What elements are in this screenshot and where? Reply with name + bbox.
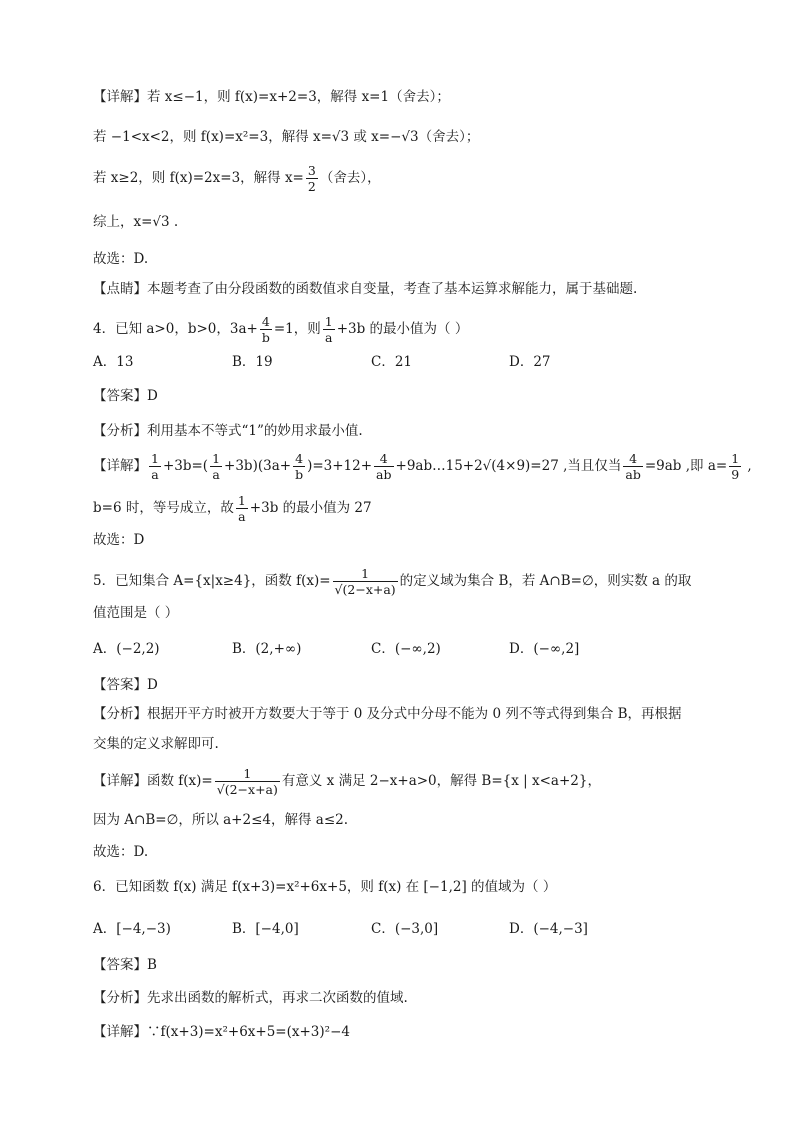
detail-q5-part-b: 有意义 x 满足 2−x+a>0，解得 B={x | x<a+2}，	[281, 773, 601, 789]
fraction-numerator: 4	[623, 451, 642, 467]
option-b: B．19	[232, 354, 273, 370]
detail-q4-cont	[93, 493, 724, 524]
detail-q5	[93, 766, 724, 797]
detail-q4-cont-a: b=6 时，等号成立，故	[93, 500, 234, 516]
detail-q4-part-c: +3b)(3a+	[224, 458, 292, 474]
fraction-numerator: 1	[237, 493, 246, 508]
detail-q4-cont-b: +3b 的最小值为 27	[249, 500, 372, 516]
option-c: C．(−3,0]	[371, 921, 439, 937]
question-5-options	[93, 639, 724, 659]
fraction-denominator: √(2−x+a)	[216, 782, 278, 797]
fraction-numerator: 3	[307, 163, 316, 178]
fraction-denominator: 9	[731, 467, 740, 482]
fraction-three-halves	[306, 163, 318, 194]
detail-q4-label: 【详解】	[93, 458, 147, 474]
question-4-options	[93, 352, 724, 372]
fraction-numerator: 1	[333, 566, 398, 582]
detail-q4	[93, 451, 752, 482]
fraction-denominator: b	[295, 467, 304, 482]
fraction-f-def	[215, 766, 280, 797]
option-c: C．(−∞,2)	[371, 641, 441, 657]
detail-case-3-tail: （舍去），	[319, 170, 381, 186]
analysis-q4: 【分析】利用基本不等式“1”的妙用求最小值.	[93, 423, 363, 439]
fraction-denominator: ab	[625, 467, 641, 482]
analysis-q6: 【分析】先求出函数的解析式，再求二次函数的值域.	[93, 990, 408, 1006]
detail-q4-part-e: +9ab…15+2√(4×9)=27 ,当且仅当	[395, 458, 622, 474]
question-4-part-b: =1，则	[273, 321, 321, 337]
question-6: 6．已知函数 f(x) 满足 f(x+3)=x²+6x+5，则 f(x) 在 [−1,2] 的值域为（ ）	[93, 879, 557, 895]
detail-case-2: 若 −1<x<2，则 f(x)=x²=3，解得 x=√3 或 x=−√3（舍去）；	[93, 129, 480, 145]
option-b: B．(2,+∞)	[232, 641, 302, 657]
fraction-denominator: b	[261, 330, 270, 345]
answer-choice-q3: 故选：D.	[93, 251, 149, 267]
fraction-numerator: 4	[374, 451, 393, 467]
fraction-numerator: 1	[731, 451, 740, 466]
detail-q4-part-g: ,	[743, 458, 752, 474]
analysis-q5-cont: 交集的定义求解即可.	[93, 736, 219, 752]
answer-choice-q5: 故选：D.	[93, 844, 149, 860]
fraction-denominator: √(2−x+a)	[334, 582, 396, 597]
fraction-numerator: 1	[324, 314, 333, 329]
fraction-one-over-a	[149, 451, 161, 482]
detail-q5-part-a: 【详解】函数 f(x)=	[93, 773, 213, 789]
question-5	[93, 566, 724, 597]
fraction-f-def	[333, 566, 398, 597]
fraction-one-ninth	[729, 451, 741, 482]
detail-case-1: 【详解】若 x≤−1，则 f(x)=x+2=3，解得 x=1（舍去）；	[93, 89, 450, 105]
fraction-denominator: a	[238, 509, 246, 524]
answer-q5: 【答案】D	[93, 677, 158, 693]
question-5-part-b: 的定义域为集合 B，若 A∩B=∅，则实数 a 的取	[399, 573, 692, 589]
answer-q4: 【答案】D	[93, 388, 158, 404]
option-c: C．21	[371, 354, 413, 370]
fraction-numerator: 1	[151, 451, 159, 466]
option-a: A．[−4,−3)	[93, 921, 171, 937]
fraction-numerator: 1	[212, 451, 221, 466]
detail-q4-part-d: )=3+12+	[307, 458, 373, 474]
fraction-denominator: ab	[376, 467, 392, 482]
detail-case-3	[93, 163, 724, 194]
fraction-one-over-a	[210, 451, 222, 482]
option-b: B．[−4,0]	[232, 921, 299, 937]
fraction-one-over-a	[323, 314, 335, 345]
fraction-denominator: 2	[307, 179, 316, 194]
fraction-four-over-ab	[623, 451, 642, 482]
detail-case-3-text: 若 x≥2，则 f(x)=2x=3，解得 x=	[93, 170, 304, 186]
question-6-options	[93, 919, 724, 939]
fraction-numerator: 4	[293, 451, 305, 467]
fraction-numerator: 1	[215, 766, 280, 782]
detail-q5-cont: 因为 A∩B=∅，所以 a+2≤4，解得 a≤2.	[93, 812, 349, 828]
question-4-part-c: +3b 的最小值为（ ）	[336, 321, 469, 337]
option-a: A．13	[93, 354, 134, 370]
fraction-numerator: 4	[260, 314, 272, 330]
option-d: D．(−∞,2]	[509, 641, 580, 657]
fraction-denominator: a	[212, 467, 220, 482]
question-4	[93, 314, 724, 345]
detail-q6: 【详解】∵f(x+3)=x²+6x+5=(x+3)²−4	[93, 1024, 350, 1040]
detail-q4-part-f: =9ab ,即 a=	[644, 458, 728, 474]
option-a: A．(−2,2)	[93, 641, 160, 657]
option-d: D．(−4,−3]	[509, 921, 588, 937]
detail-q4-part-b: +3b=(	[162, 458, 209, 474]
fraction-one-over-a	[236, 493, 248, 524]
question-4-part-a: 4．已知 a>0，b>0，3a+	[93, 321, 258, 337]
answer-q6: 【答案】B	[93, 957, 157, 973]
question-5-cont: 值范围是（ ）	[93, 605, 179, 621]
answer-choice-q4: 故选：D	[93, 532, 145, 548]
fraction-four-over-b	[260, 314, 272, 345]
question-5-part-a: 5．已知集合 A={x|x≥4}，函数 f(x)=	[93, 573, 331, 589]
analysis-q5: 【分析】根据开平方时被开方数要大于等于 0 及分式中分母不能为 0 列不等式得到集合 B，再根据	[93, 706, 682, 722]
detail-summary: 综上，x=√3 .	[93, 214, 179, 230]
fraction-four-over-b	[293, 451, 305, 482]
fraction-denominator: a	[151, 467, 159, 482]
fraction-four-over-ab	[374, 451, 393, 482]
option-d: D．27	[509, 354, 551, 370]
fraction-denominator: a	[325, 330, 333, 345]
remark-q3: 【点睛】本题考查了由分段函数的函数值求自变量，考查了基本运算求解能力，属于基础题.	[93, 281, 638, 297]
